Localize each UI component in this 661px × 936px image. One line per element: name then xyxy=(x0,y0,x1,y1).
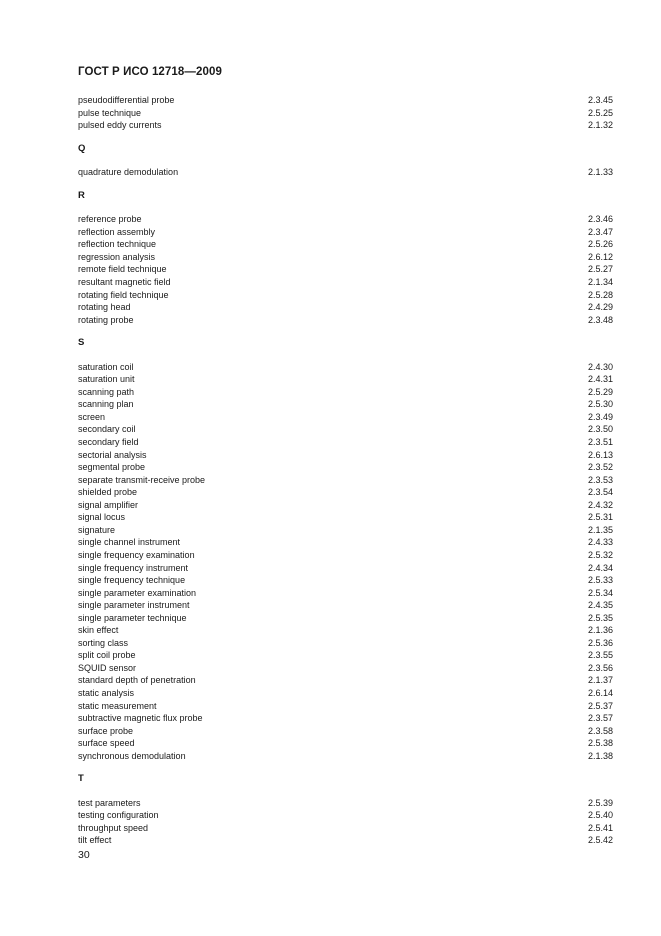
index-term: surface speed xyxy=(78,738,135,749)
index-reference-number: 2.5.35 xyxy=(587,612,613,623)
index-term: secondary coil xyxy=(78,424,136,435)
index-term: reflection assembly xyxy=(78,226,156,237)
index-entry xyxy=(78,750,613,763)
index-entry xyxy=(78,624,613,637)
index-entry xyxy=(78,662,613,675)
index-reference-number: 2.1.35 xyxy=(587,524,613,535)
index-entry xyxy=(78,687,613,700)
index-term: static measurement xyxy=(78,700,157,711)
index-entry xyxy=(78,712,613,725)
index-entry xyxy=(78,301,613,314)
index-reference-number: 2.3.52 xyxy=(587,462,613,473)
index-entry xyxy=(78,119,613,132)
index-reference-number: 2.5.32 xyxy=(587,549,613,560)
index-term: rotating head xyxy=(78,302,131,313)
index-reference-number: 2.4.33 xyxy=(587,537,613,548)
index-term: single frequency examination xyxy=(78,549,195,560)
index-reference-number: 2.1.34 xyxy=(587,277,613,288)
index-term: subtractive magnetic flux probe xyxy=(78,713,203,724)
index-entry xyxy=(78,263,613,276)
index-entry xyxy=(78,386,613,399)
index-term: remote field technique xyxy=(78,264,167,275)
index-reference-number: 2.3.55 xyxy=(587,650,613,661)
index-term: signal amplifier xyxy=(78,499,139,510)
index-reference-number: 2.4.29 xyxy=(587,302,613,313)
index-term: signal locus xyxy=(78,512,126,523)
index-reference-number: 2.3.49 xyxy=(587,411,613,422)
index-entry xyxy=(78,289,613,302)
index-reference-number: 2.5.37 xyxy=(587,700,613,711)
index-entry xyxy=(78,834,613,847)
index-term: throughput speed xyxy=(78,822,149,833)
index-reference-number: 2.3.46 xyxy=(587,214,613,225)
index-reference-number: 2.5.40 xyxy=(587,810,613,821)
index-term: separate transmit-receive probe xyxy=(78,474,206,485)
index-term: shielded probe xyxy=(78,487,138,498)
index-entry xyxy=(78,94,613,107)
index-reference-number: 2.1.36 xyxy=(587,625,613,636)
index-reference-number: 2.6.14 xyxy=(587,687,613,698)
index-letter-heading: T xyxy=(78,773,84,785)
index-entry xyxy=(78,499,613,512)
alphabetical-index xyxy=(78,94,613,847)
index-entry xyxy=(78,649,613,662)
index-reference-number: 2.5.26 xyxy=(587,239,613,250)
index-reference-number: 2.1.32 xyxy=(587,120,613,131)
index-reference-number: 2.5.29 xyxy=(587,386,613,397)
index-term: secondary field xyxy=(78,437,139,448)
index-term: skin effect xyxy=(78,625,119,636)
index-entry xyxy=(78,599,613,612)
index-term: screen xyxy=(78,411,106,422)
index-term: single parameter examination xyxy=(78,587,197,598)
index-reference-number: 2.4.30 xyxy=(587,361,613,372)
index-term: reference probe xyxy=(78,214,142,225)
index-term: standard depth of penetration xyxy=(78,675,196,686)
index-entry xyxy=(78,226,613,239)
index-reference-number: 2.4.35 xyxy=(587,600,613,611)
index-entry xyxy=(78,536,613,549)
index-entry xyxy=(78,637,613,650)
index-reference-number: 2.5.27 xyxy=(587,264,613,275)
index-reference-number: 2.3.50 xyxy=(587,424,613,435)
index-reference-number: 2.5.28 xyxy=(587,289,613,300)
index-term: scanning path xyxy=(78,386,135,397)
index-term: quadrature demodulation xyxy=(78,167,179,178)
index-reference-number: 2.3.48 xyxy=(587,314,613,325)
index-term: split coil probe xyxy=(78,650,136,661)
index-term: pseudodifferential probe xyxy=(78,95,175,105)
index-entry xyxy=(78,436,613,449)
index-entry xyxy=(78,574,613,587)
index-entry xyxy=(78,674,613,687)
index-term: static analysis xyxy=(78,687,135,698)
index-reference-number: 2.5.33 xyxy=(587,575,613,586)
index-term: synchronous demodulation xyxy=(78,750,186,761)
index-term: rotating field technique xyxy=(78,289,169,300)
index-term: pulsed eddy currents xyxy=(78,120,162,131)
index-reference-number: 2.5.41 xyxy=(587,822,613,833)
index-term: segmental probe xyxy=(78,462,146,473)
page-number: 30 xyxy=(78,849,90,861)
index-term: scanning plan xyxy=(78,399,134,410)
index-term: saturation unit xyxy=(78,374,135,385)
index-reference-number: 2.3.56 xyxy=(587,662,613,673)
index-entry xyxy=(78,809,613,822)
index-term: reflection technique xyxy=(78,239,157,250)
index-reference-number: 2.3.57 xyxy=(587,713,613,724)
index-entry xyxy=(78,737,613,750)
index-term: saturation coil xyxy=(78,361,134,372)
index-reference-number: 2.3.47 xyxy=(587,226,613,237)
index-entry xyxy=(78,423,613,436)
index-term: single frequency instrument xyxy=(78,562,189,573)
index-reference-number: 2.1.38 xyxy=(587,750,613,761)
index-reference-number: 2.5.34 xyxy=(587,587,613,598)
index-entry xyxy=(78,700,613,713)
index-reference-number: 2.5.36 xyxy=(587,637,613,648)
index-term: sorting class xyxy=(78,637,129,648)
index-term: single parameter instrument xyxy=(78,600,190,611)
index-entry xyxy=(78,511,613,524)
index-entry xyxy=(78,474,613,487)
index-entry xyxy=(78,276,613,289)
index-term: SQUID sensor xyxy=(78,662,137,673)
index-reference-number: 2.4.34 xyxy=(587,562,613,573)
index-entry xyxy=(78,398,613,411)
index-entry xyxy=(78,166,613,179)
index-reference-number: 2.5.30 xyxy=(587,399,613,410)
index-term: regression analysis xyxy=(78,251,156,262)
index-entry xyxy=(78,587,613,600)
index-term: rotating probe xyxy=(78,314,134,325)
index-entry xyxy=(78,213,613,226)
index-entry xyxy=(78,822,613,835)
index-reference-number: 2.5.38 xyxy=(587,738,613,749)
index-term: tilt effect xyxy=(78,835,112,846)
index-entry xyxy=(78,524,613,537)
index-reference-number: 2.5.42 xyxy=(587,835,613,846)
index-entry xyxy=(78,486,613,499)
index-reference-number: 2.4.32 xyxy=(587,499,613,510)
index-entry xyxy=(78,314,613,327)
index-letter-heading: R xyxy=(78,189,85,201)
index-term: single frequency technique xyxy=(78,575,186,586)
index-reference-number: 2.6.13 xyxy=(587,449,613,460)
index-term: sectorial analysis xyxy=(78,449,147,460)
index-reference-number: 2.3.54 xyxy=(587,487,613,498)
index-reference-number: 2.1.37 xyxy=(587,675,613,686)
index-term: single channel instrument xyxy=(78,537,181,548)
index-term: signature xyxy=(78,524,116,535)
index-reference-number: 2.4.31 xyxy=(587,374,613,385)
index-entry xyxy=(78,449,613,462)
index-entry xyxy=(78,725,613,738)
index-entry xyxy=(78,251,613,264)
index-entry xyxy=(78,107,613,120)
index-reference-number: 2.3.51 xyxy=(587,437,613,448)
index-term: pulse technique xyxy=(78,107,142,118)
index-term: resultant magnetic field xyxy=(78,277,171,288)
index-entry xyxy=(78,612,613,625)
index-reference-number: 2.6.12 xyxy=(587,251,613,262)
index-reference-number: 2.5.31 xyxy=(587,512,613,523)
index-entry xyxy=(78,238,613,251)
index-reference-number: 2.3.53 xyxy=(587,474,613,485)
index-entry xyxy=(78,361,613,374)
index-reference-number: 2.3.58 xyxy=(587,725,613,736)
index-letter-heading: Q xyxy=(78,142,86,154)
index-letter-heading: S xyxy=(78,337,85,349)
index-entry xyxy=(78,797,613,810)
index-entry xyxy=(78,461,613,474)
index-term: surface probe xyxy=(78,725,134,736)
index-reference-number: 2.3.45 xyxy=(587,95,613,105)
index-entry xyxy=(78,549,613,562)
index-reference-number: 2.5.25 xyxy=(587,107,613,118)
index-entry xyxy=(78,562,613,575)
index-term: single parameter technique xyxy=(78,612,187,623)
index-reference-number: 2.1.33 xyxy=(587,167,613,178)
index-entry xyxy=(78,373,613,386)
document-header: ГОСТ Р ИСО 12718—2009 xyxy=(78,66,223,78)
index-reference-number: 2.5.39 xyxy=(587,797,613,808)
index-entry xyxy=(78,411,613,424)
index-term: testing configuration xyxy=(78,810,159,821)
index-term: test parameters xyxy=(78,797,141,808)
